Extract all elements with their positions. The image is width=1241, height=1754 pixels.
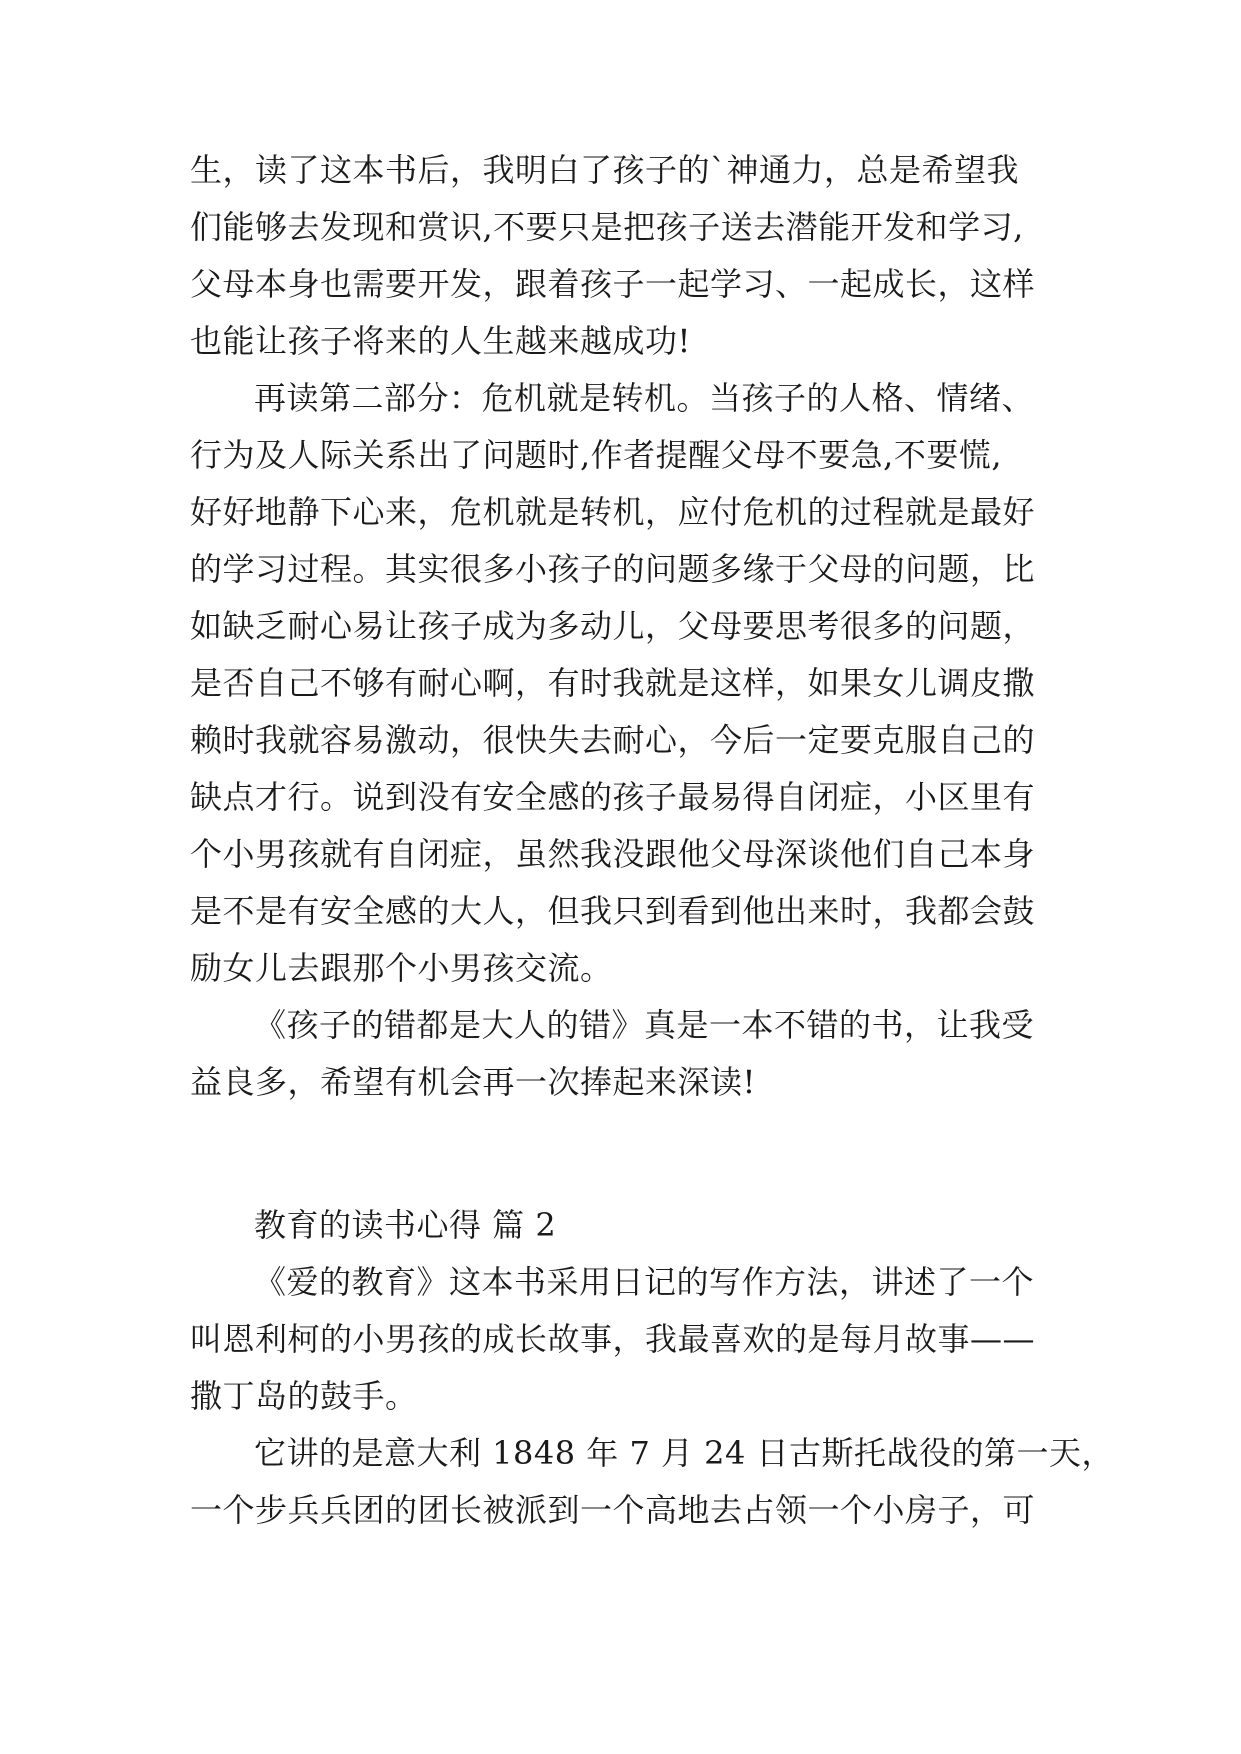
text-line: 撒丁岛的鼓手。 [190,1377,418,1415]
paragraph-start: 《爱的教育》这本书采用日记的写作方法，讲述了一个 [254,1263,1035,1301]
text-line: 励女儿去跟那个小男孩交流。 [190,949,613,987]
text-line: 叫恩利柯的小男孩的成长故事，我最喜欢的是每月故事—— [190,1320,1036,1358]
text-line: 父母本身也需要开发，跟着孩子一起学习、一起成长，这样 [190,265,1036,303]
text-line: 个小男孩就有自闭症，虽然我没跟他父母深谈他们自己本身 [190,835,1036,873]
text-line: 们能够去发现和赏识,不要只是把孩子送去潜能开发和学习, [190,208,1024,246]
text-line: 赖时我就容易激动，很快失去耐心，今后一定要克服自己的 [190,721,1036,759]
text-line: 是否自己不够有耐心啊，有时我就是这样，如果女儿调皮撒 [190,664,1036,702]
text-line: 缺点才行。说到没有安全感的孩子最易得自闭症，小区里有 [190,778,1036,816]
text-line: 行为及人际关系出了问题时,作者提醒父母不要急,不要慌, [190,436,1003,474]
text-line: 生，读了这本书后，我明白了孩子的`神通力，总是希望我 [190,151,1020,189]
text-line: 也能让孩子将来的人生越来越成功! [190,322,691,360]
section-heading: 教育的读书心得 篇 2 [254,1206,557,1244]
text-line: 是不是有安全感的大人，但我只到看到他出来时，我都会鼓 [190,892,1036,930]
text-line: 如缺乏耐心易让孩子成为多动儿，父母要思考很多的问题， [190,607,1036,645]
text-line: 好好地静下心来，危机就是转机，应付危机的过程就是最好 [190,493,1036,531]
paragraph-start: 再读第二部分：危机就是转机。当孩子的人格、情绪、 [254,379,1035,417]
paragraph-start: 《孩子的错都是大人的错》真是一本不错的书，让我受 [254,1006,1035,1044]
paragraph-start: 它讲的是意大利 1848 年 7 月 24 日古斯托战役的第一天， [254,1434,1115,1472]
text-line: 的学习过程。其实很多小孩子的问题多缘于父母的问题，比 [190,550,1036,588]
text-line: 益良多，希望有机会再一次捧起来深读! [190,1063,756,1101]
text-line: 一个步兵兵团的团长被派到一个高地去占领一个小房子，可 [190,1491,1036,1529]
